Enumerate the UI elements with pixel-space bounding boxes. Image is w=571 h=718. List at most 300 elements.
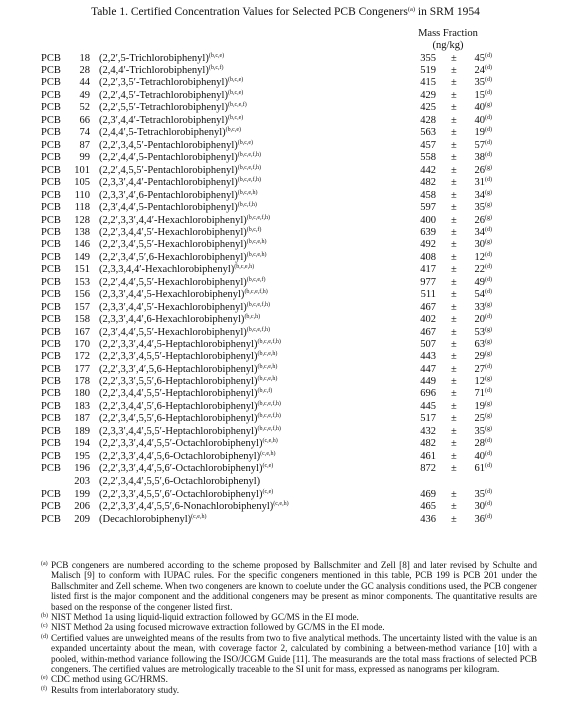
- pcb-label: PCB: [41, 165, 61, 176]
- uncertainty-value: 30: [474, 239, 485, 250]
- pcb-label: PCB: [41, 177, 61, 188]
- uncertainty-value: 33: [474, 302, 485, 313]
- uncertainty-ref: (g): [485, 302, 492, 308]
- plus-minus-sign: ±: [451, 289, 457, 300]
- table-row: [0, 463, 571, 475]
- pcb-label: PCB: [41, 327, 61, 338]
- uncertainty-ref: (d): [485, 289, 492, 295]
- congener-name-cell: [99, 388, 272, 400]
- congener-name-cell: [99, 127, 241, 139]
- congener-number: 66: [79, 115, 90, 126]
- congener-number: 206: [74, 501, 90, 512]
- footnote-mark: [41, 633, 48, 643]
- table-row: [0, 401, 571, 413]
- congener-number: 178: [74, 376, 90, 387]
- congener-number: 180: [74, 388, 90, 399]
- table-row: [0, 364, 571, 376]
- plus-minus-sign: ±: [451, 489, 457, 500]
- table-row: [0, 65, 571, 77]
- plus-minus-sign: ±: [451, 115, 457, 126]
- congener-number: 172: [74, 351, 90, 362]
- plus-minus-sign: ±: [451, 90, 457, 101]
- mass-fraction-value: 519: [420, 65, 436, 76]
- method-refs: (c,e,h): [273, 501, 289, 507]
- method-refs: (b,c,e,f,h): [237, 165, 262, 171]
- congener-name-cell: [99, 463, 273, 475]
- congener-name: (2,2′,3,4,5′-Pentachlorobiphenyl): [99, 140, 238, 151]
- uncertainty-cell: [465, 53, 492, 65]
- method-refs: (b,c,e,f,h): [237, 152, 262, 158]
- congener-name: (2,2′,3,4′,5′,6-Hexachlorobiphenyl): [99, 252, 247, 263]
- congener-number: 49: [79, 90, 90, 101]
- congener-name-cell: [99, 401, 281, 413]
- uncertainty-ref: (g): [485, 165, 492, 171]
- congener-name-cell: [99, 476, 260, 488]
- pcb-label: PCB: [41, 77, 61, 88]
- method-refs: (b,c,e,f,h): [257, 426, 281, 432]
- pcb-label: PCB: [41, 190, 61, 201]
- uncertainty-value: 35: [474, 426, 485, 437]
- mass-fraction-value: 511: [420, 289, 436, 300]
- plus-minus-sign: ±: [451, 227, 457, 238]
- uncertainty-value: 15: [474, 90, 485, 101]
- method-refs: (c,e,h): [191, 514, 207, 520]
- footnote: [41, 612, 537, 622]
- table-row: [0, 115, 571, 127]
- uncertainty-ref: (d): [485, 227, 492, 233]
- congener-name: (2,3′,4,4′,5,5′-Hexachlorobiphenyl): [99, 327, 247, 338]
- method-refs: (b,c,f,h): [237, 202, 257, 208]
- congener-name-cell: [99, 438, 278, 450]
- plus-minus-sign: ±: [451, 339, 457, 350]
- uncertainty-ref: (g): [485, 190, 492, 196]
- column-header-unit: (ng/kg): [432, 40, 464, 51]
- congener-name-cell: [99, 65, 224, 77]
- method-refs: (b,c,h): [244, 314, 261, 320]
- mass-fraction-value: 467: [420, 302, 436, 313]
- method-refs: (b,c,f): [257, 388, 273, 394]
- uncertainty-cell: [465, 289, 492, 301]
- mass-fraction-value: 408: [420, 252, 436, 263]
- uncertainty-ref: (d): [485, 177, 492, 183]
- congener-number: 151: [74, 264, 90, 275]
- uncertainty-ref: (d): [485, 140, 492, 146]
- congener-name-cell: [99, 140, 253, 152]
- uncertainty-value: 30: [474, 501, 485, 512]
- congener-name: (2,2′,3,3′,4,5,5′-Heptachlorobiphenyl): [99, 351, 258, 362]
- mass-fraction-value: 467: [420, 327, 436, 338]
- congener-name: (2,2′,3,4,4′,5′-Hexachlorobiphenyl): [99, 227, 247, 238]
- congener-number: 105: [74, 177, 90, 188]
- congener-name-cell: [99, 302, 270, 314]
- congener-name-cell: [99, 351, 277, 363]
- congener-number: 110: [74, 190, 90, 201]
- pcb-label: PCB: [41, 463, 61, 474]
- method-refs: (b,c,e,f,h): [246, 215, 271, 221]
- table-row: [0, 302, 571, 314]
- table-row: [0, 152, 571, 164]
- uncertainty-value: 12: [474, 252, 485, 263]
- congener-number: 187: [74, 413, 90, 424]
- table-row: [0, 314, 571, 326]
- congener-number: 157: [74, 302, 90, 313]
- congener-name: (2,2′,3,3′,4,4′,5,6-Octachlorobiphenyl): [99, 451, 261, 462]
- plus-minus-sign: ±: [451, 277, 457, 288]
- method-refs: (b,c,e,h): [246, 239, 267, 245]
- pcb-label: PCB: [41, 227, 61, 238]
- uncertainty-value: 26: [474, 165, 485, 176]
- table-row: [0, 53, 571, 65]
- footnote: [41, 622, 537, 632]
- uncertainty-cell: [465, 514, 492, 526]
- table-row: [0, 451, 571, 463]
- congener-name: (2,2′,3,3′,4′,5,6-Heptachlorobiphenyl): [99, 364, 258, 375]
- footnote-mark: [41, 622, 48, 632]
- footnote-text: Certified values are unweighted means of the results from two to five analytical methods. The uncertainty listed with the value is an expanded uncertainty about the mean, with coverage factor 2, calculated by combining a between-method variance [10] with a pooled, within-method variance following the ISO/JCGM Guide [11]. The measurands are the total mass fractions of selected PCB congeners. The certified values are metrologically traceable to the SI unit for mass, expressed as nanograms per kilogram.: [51, 632, 537, 675]
- footnote-text: Results from interlaboratory study.: [51, 684, 180, 695]
- table-title-footnote-ref: (a): [407, 6, 416, 13]
- uncertainty-value: 53: [474, 327, 485, 338]
- congener-number: 128: [74, 215, 90, 226]
- congener-name: (2,2′,5-Trichlorobiphenyl): [99, 53, 209, 64]
- footnote-mark-text: (b): [41, 613, 48, 620]
- mass-fraction-value: 563: [420, 127, 436, 138]
- uncertainty-value: 57: [474, 140, 485, 151]
- congener-name-cell: [99, 426, 281, 438]
- congener-name: (2,2′,3,4,4′,5,5′-Heptachlorobiphenyl): [99, 388, 258, 399]
- uncertainty-value: 28: [474, 438, 485, 449]
- plus-minus-sign: ±: [451, 327, 457, 338]
- footnote: [41, 633, 537, 675]
- method-refs: (c,e,h): [260, 451, 276, 457]
- uncertainty-cell: [465, 77, 492, 89]
- congener-name-cell: [99, 77, 243, 89]
- pcb-label: PCB: [41, 252, 61, 263]
- uncertainty-ref: (d): [485, 264, 492, 270]
- mass-fraction-value: 417: [420, 264, 436, 275]
- congener-number: 74: [79, 127, 90, 138]
- congener-name-cell: [99, 202, 257, 214]
- congener-name: (2,3′,4,4′,5-Pentachlorobiphenyl): [99, 202, 238, 213]
- congener-name-cell: [99, 264, 254, 276]
- congener-name-cell: [99, 177, 261, 189]
- congener-name: (2,3,3′,4,4′,5,5′-Heptachlorobiphenyl): [99, 426, 258, 437]
- congener-name: (2,2′,3,5′-Tetrachlorobiphenyl): [99, 77, 228, 88]
- uncertainty-cell: [465, 438, 492, 450]
- uncertainty-cell: [465, 388, 492, 400]
- congener-name-cell: [99, 102, 247, 114]
- uncertainty-ref: (g): [485, 401, 492, 407]
- congener-name: (2,3,3′,4′,6-Pentachlorobiphenyl): [99, 190, 238, 201]
- method-refs: (b,c,e,f,h): [244, 289, 268, 295]
- mass-fraction-value: 429: [420, 90, 436, 101]
- method-refs: (b,c,e,f,h): [257, 413, 281, 419]
- congener-name-cell: [99, 501, 289, 513]
- congener-name: (2,3,3′,4,4′,6-Hexachlorobiphenyl): [99, 314, 245, 325]
- table-row: [0, 215, 571, 227]
- method-refs: (b,c,e): [237, 140, 254, 146]
- uncertainty-cell: [465, 401, 492, 413]
- uncertainty-value: 40: [474, 102, 485, 113]
- mass-fraction-value: 415: [420, 77, 436, 88]
- congener-number: 170: [74, 339, 90, 350]
- uncertainty-ref: (g): [485, 102, 492, 108]
- table-row: [0, 264, 571, 276]
- method-refs: (b,c,e,f): [227, 102, 247, 108]
- table-row: [0, 165, 571, 177]
- pcb-label: PCB: [41, 514, 61, 525]
- mass-fraction-value: 465: [420, 501, 436, 512]
- footnote: [41, 560, 537, 612]
- mass-fraction-value: 449: [420, 376, 436, 387]
- uncertainty-ref: (g): [485, 376, 492, 382]
- congener-name: (2,4,4′,5-Tetrachlorobiphenyl): [99, 127, 226, 138]
- method-refs: (b,c,e,f,h): [246, 302, 271, 308]
- congener-name: (Decachlorobiphenyl): [99, 514, 192, 525]
- uncertainty-ref: (d): [485, 252, 492, 258]
- plus-minus-sign: ±: [451, 388, 457, 399]
- mass-fraction-value: 482: [420, 177, 436, 188]
- pcb-label: PCB: [41, 401, 61, 412]
- uncertainty-ref: (d): [485, 489, 492, 495]
- congener-number: 44: [79, 77, 90, 88]
- congener-name-cell: [99, 327, 270, 339]
- congener-number: 52: [79, 102, 90, 113]
- uncertainty-cell: [465, 277, 492, 289]
- table-title: Table 1. Certified Concentration Values for Selected PCB Congeners: [91, 6, 408, 18]
- table-row: [0, 102, 571, 114]
- uncertainty-value: 40: [474, 451, 485, 462]
- mass-fraction-value: 639: [420, 227, 436, 238]
- method-refs: (b,c,e,f,h): [257, 339, 281, 345]
- footnote-text: NIST Method 1a using liquid-liquid extraction followed by GC/MS in the EI mode.: [51, 612, 359, 623]
- uncertainty-value: 22: [474, 264, 485, 275]
- congener-name-cell: [99, 289, 268, 301]
- uncertainty-value: 12: [474, 376, 485, 387]
- congener-name: (2,3,3′,4,4′,5′-Hexachlorobiphenyl): [99, 302, 247, 313]
- pcb-label: PCB: [41, 65, 61, 76]
- plus-minus-sign: ±: [451, 302, 457, 313]
- uncertainty-value: 19: [474, 127, 485, 138]
- footnote-mark: [41, 612, 48, 622]
- mass-fraction-value: 428: [420, 115, 436, 126]
- congener-number: 18: [79, 53, 90, 64]
- congener-number: 177: [74, 364, 90, 375]
- uncertainty-value: 49: [474, 277, 485, 288]
- uncertainty-ref: (g): [485, 426, 492, 432]
- plus-minus-sign: ±: [451, 451, 457, 462]
- congener-number: 203: [74, 476, 90, 487]
- method-refs: (b,c,e,f,h): [237, 177, 262, 183]
- footnote: [41, 674, 537, 684]
- congener-name: (2,4,4′-Trichlorobiphenyl): [99, 65, 209, 76]
- plus-minus-sign: ±: [451, 65, 457, 76]
- table-row: [0, 90, 571, 102]
- mass-fraction-value: 461: [420, 451, 436, 462]
- pcb-label: PCB: [41, 314, 61, 325]
- table-row: [0, 289, 571, 301]
- mass-fraction-value: 445: [420, 401, 436, 412]
- congener-name: (2,2′,3,3′,5,5′,6-Heptachlorobiphenyl): [99, 376, 258, 387]
- congener-name: (2,2′,3,3′,4,4′,5,5′-Octachlorobiphenyl): [99, 438, 263, 449]
- congener-number: 28: [79, 65, 90, 76]
- congener-name-cell: [99, 376, 277, 388]
- congener-number: 167: [74, 327, 90, 338]
- uncertainty-ref: (d): [485, 77, 492, 83]
- uncertainty-cell: [465, 127, 492, 139]
- mass-fraction-value: 447: [420, 364, 436, 375]
- congener-number: 196: [74, 463, 90, 474]
- mass-fraction-value: 442: [420, 165, 436, 176]
- congener-name: (2,2′,3,4,4′,5,5′,6-Octachlorobiphenyl): [99, 476, 261, 487]
- table-row: [0, 277, 571, 289]
- pcb-label: PCB: [41, 489, 61, 500]
- congener-name-cell: [99, 90, 243, 102]
- congener-number: 199: [74, 489, 90, 500]
- congener-name: (2,3′,4,4′-Tetrachlorobiphenyl): [99, 115, 228, 126]
- uncertainty-ref: (d): [485, 514, 492, 520]
- uncertainty-cell: [465, 327, 492, 339]
- plus-minus-sign: ±: [451, 165, 457, 176]
- uncertainty-ref: (d): [485, 65, 492, 71]
- congener-name: (2,2′,4,4′,5-Pentachlorobiphenyl): [99, 152, 238, 163]
- footnotes: [41, 560, 537, 695]
- plus-minus-sign: ±: [451, 376, 457, 387]
- table-row: [0, 77, 571, 89]
- pcb-label: PCB: [41, 152, 61, 163]
- plus-minus-sign: ±: [451, 140, 457, 151]
- uncertainty-cell: [465, 463, 492, 475]
- uncertainty-value: 24: [474, 65, 485, 76]
- footnote-mark: [41, 685, 47, 695]
- plus-minus-sign: ±: [451, 501, 457, 512]
- mass-fraction-value: 558: [420, 152, 436, 163]
- uncertainty-cell: [465, 364, 492, 376]
- congener-number: 87: [79, 140, 90, 151]
- uncertainty-cell: [465, 376, 492, 388]
- congener-name-cell: [99, 215, 270, 227]
- mass-fraction-value: 507: [420, 339, 436, 350]
- plus-minus-sign: ±: [451, 514, 457, 525]
- table-row: [0, 489, 571, 501]
- plus-minus-sign: ±: [451, 102, 457, 113]
- method-refs: (b,c,e,h): [237, 190, 258, 196]
- uncertainty-cell: [465, 239, 492, 251]
- method-refs: (c,e): [262, 489, 274, 495]
- table-title-suffix: in SRM 1954: [415, 6, 480, 18]
- mass-fraction-column-header: [404, 28, 492, 52]
- method-refs: (b,c,e,h): [257, 351, 278, 357]
- method-refs: (b,c,e): [225, 127, 241, 133]
- table-row: [0, 388, 571, 400]
- uncertainty-value: 38: [474, 152, 485, 163]
- congener-name: (2,2′,4,5′-Tetrachlorobiphenyl): [99, 90, 228, 101]
- table-row: [0, 227, 571, 239]
- uncertainty-ref: (d): [485, 152, 492, 158]
- congener-name-cell: [99, 152, 261, 164]
- uncertainty-ref: (d): [485, 438, 492, 444]
- mass-fraction-value: 402: [420, 314, 436, 325]
- plus-minus-sign: ±: [451, 264, 457, 275]
- congener-name-cell: [99, 413, 281, 425]
- uncertainty-value: 61: [474, 463, 485, 474]
- uncertainty-cell: [465, 140, 492, 152]
- plus-minus-sign: ±: [451, 127, 457, 138]
- uncertainty-value: 40: [474, 115, 485, 126]
- pcb-label: PCB: [41, 202, 61, 213]
- table-row: [0, 140, 571, 152]
- uncertainty-cell: [465, 90, 492, 102]
- uncertainty-cell: [465, 264, 492, 276]
- footnote-mark: [41, 674, 48, 684]
- pcb-label: PCB: [41, 90, 61, 101]
- uncertainty-cell: [465, 501, 492, 513]
- mass-fraction-value: 597: [420, 202, 436, 213]
- pcb-label: PCB: [41, 115, 61, 126]
- pcb-label: PCB: [41, 501, 61, 512]
- pcb-label: PCB: [41, 364, 61, 375]
- congener-name-cell: [99, 364, 277, 376]
- congener-name-cell: [99, 277, 266, 289]
- congener-name: (2,2′,3,4,4′,5′,6-Heptachlorobiphenyl): [99, 401, 258, 412]
- congener-name: (2,2′,3,4′,5,5′,6-Heptachlorobiphenyl): [99, 413, 258, 424]
- congener-name: (2,2′,5,5′-Tetrachlorobiphenyl): [99, 102, 228, 113]
- footnote-mark-text: (e): [41, 675, 48, 682]
- footnote-text: PCB congeners are numbered according to the scheme proposed by Ballschmiter and Zell [8] and later revised by Schulte and Malisch [9] to conform with IUPAC rules. For the specific congeners mentioned in this table, PCB 199 is PCB 201 under the Ballschmiter and Zell scheme. When two congeners are known to coelute under the GC analysis conditions used, the PCB congener listed first is the major component and the additional congeners may be present as minor components. The quantitative results are based on the response of the congener listed first.: [51, 560, 537, 612]
- congener-name-cell: [99, 252, 267, 264]
- pcb-label: PCB: [41, 140, 61, 151]
- congener-name: (2,2′,4,5,5′-Pentachlorobiphenyl): [99, 165, 238, 176]
- footnote-mark-text: (c): [41, 623, 48, 630]
- uncertainty-value: 36: [474, 514, 485, 525]
- uncertainty-cell: [465, 451, 492, 463]
- uncertainty-cell: [465, 190, 492, 202]
- pcb-label: PCB: [41, 102, 61, 113]
- uncertainty-value: 34: [474, 227, 485, 238]
- uncertainty-cell: [465, 413, 492, 425]
- table-row: [0, 327, 571, 339]
- uncertainty-value: 63: [474, 339, 485, 350]
- congener-name: (2,3,3′,4,4′,5-Hexachlorobiphenyl): [99, 289, 245, 300]
- mass-fraction-value: 469: [420, 489, 436, 500]
- mass-fraction-value: 425: [420, 102, 436, 113]
- uncertainty-value: 35: [474, 77, 485, 88]
- congener-number: 118: [74, 202, 90, 213]
- congener-name: (2,2′,3,3′,4,5,5′,6′-Octachlorobiphenyl): [99, 489, 263, 500]
- uncertainty-ref: (g): [485, 239, 492, 245]
- plus-minus-sign: ±: [451, 53, 457, 64]
- uncertainty-cell: [465, 177, 492, 189]
- uncertainty-value: 19: [474, 401, 485, 412]
- congener-number: 153: [74, 277, 90, 288]
- plus-minus-sign: ±: [451, 364, 457, 375]
- plus-minus-sign: ±: [451, 77, 457, 88]
- uncertainty-value: 31: [474, 177, 485, 188]
- plus-minus-sign: ±: [451, 463, 457, 474]
- table-row: [0, 426, 571, 438]
- uncertainty-ref: (g): [485, 351, 492, 357]
- table-row: [0, 127, 571, 139]
- congener-name: (2,2′,3,3′,4,4′,5-Heptachlorobiphenyl): [99, 339, 258, 350]
- uncertainty-ref: (d): [485, 364, 492, 370]
- uncertainty-cell: [465, 227, 492, 239]
- pcb-label: PCB: [41, 426, 61, 437]
- congener-number: 158: [74, 314, 90, 325]
- method-refs: (b,c,e,h): [257, 376, 278, 382]
- method-refs: (b,c,e,f,h): [246, 327, 271, 333]
- table-caption: [0, 6, 571, 18]
- uncertainty-ref: (d): [485, 115, 492, 121]
